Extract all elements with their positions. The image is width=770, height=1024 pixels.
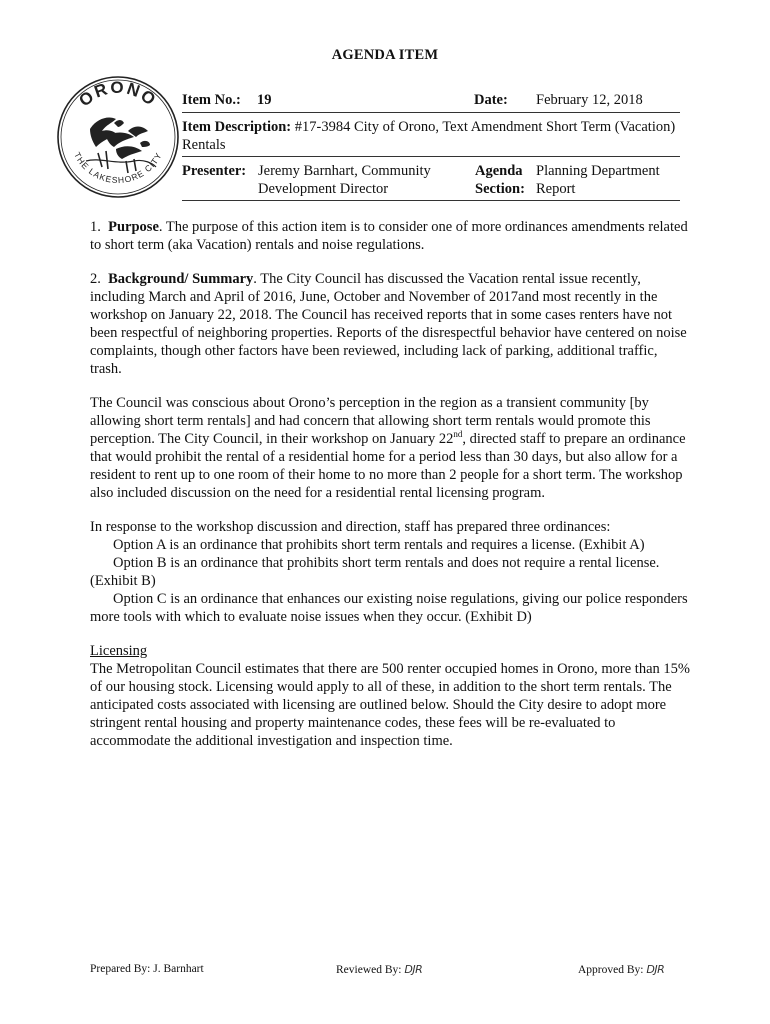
purpose-paragraph: [90, 218, 690, 254]
council-paragraph: [90, 394, 690, 502]
reviewed-by: [336, 963, 422, 976]
header-divider: [182, 112, 680, 113]
description-value: #17-3984 City of Orono, Text Amendment Short Term (Vacation) Rentals: [182, 119, 676, 153]
response-intro: In response to the workshop discussion and direction, staff has prepared three ordinances:: [90, 519, 611, 535]
background-number: 2.: [90, 271, 101, 287]
reviewed-label: Reviewed By:: [336, 964, 402, 976]
council-text-2: , directed staff to prepare an ordinance that would prohibit the rental of a residential home for a period less than 30 days, but also allow for a resident to rent up to one room of their home to no more than 2 people for a short term. The workshop also included discussion on the need for a residential rental licensing program.: [90, 431, 686, 501]
reviewed-initials: DJR: [404, 963, 423, 976]
options-paragraph: [90, 518, 690, 626]
city-seal: [56, 75, 181, 200]
header-divider: [182, 156, 680, 157]
item-no-label: Item No.:: [182, 92, 241, 108]
seal-city-name: ORONO: [75, 78, 161, 111]
header-presenter-row: [182, 162, 680, 200]
licensing-paragraph: [90, 642, 690, 750]
header-divider: [182, 200, 680, 201]
description-label: Item Description:: [182, 119, 292, 135]
header-item-date-row: [182, 91, 680, 111]
document-title: AGENDA ITEM: [331, 47, 439, 63]
approved-label: Approved By:: [578, 964, 644, 976]
background-text: . The City Council has discussed the Vacation rental issue recently, including March and April of 2016, June, October and November of 2017and most recently in the workshop on January 22, 2018. The Council has received reports that in some cases renters have not been respectful of neighboring properties. Reports of the disrespectful behavior have centered on noise complaints, though other factors have been reviewed, including lack of parking, additional traffic, trash.: [90, 271, 687, 377]
item-no-value: 19: [257, 92, 272, 108]
date-label: Date:: [474, 92, 508, 108]
agenda-section-label: Agenda Section:: [475, 163, 525, 197]
council-superscript: nd: [453, 429, 463, 440]
purpose-heading: Purpose: [108, 219, 159, 235]
date-value: February 12, 2018: [536, 92, 643, 108]
approved-by: [578, 963, 664, 976]
presenter-value: Jeremy Barnhart, Community Development Director: [258, 163, 431, 197]
agenda-section-value: Planning Department Report: [536, 163, 660, 197]
licensing-text: The Metropolitan Council estimates that there are 500 renter occupied homes in Orono, more than 15% of our housing stock. Licensing would apply to all of these, in addition to the short term rentals. The anticipated costs associated with licensing are outlined below. Should the City desire to adopt more stringent rental housing and property maintenance codes, these fees will be re-evaluated to accommodate the additional investigation and inspection time.: [90, 661, 690, 749]
option-a: Option A is an ordinance that prohibits short term rentals and requires a license. (Exhibit A): [113, 537, 645, 553]
prepared-by: Prepared By: J. Barnhart: [90, 963, 204, 975]
seal-tagline: THE LAKESHORE CITY: [72, 150, 164, 186]
option-b: Option B is an ordinance that prohibits short term rentals and does not require a rental license. (Exhibit B): [90, 555, 660, 589]
background-heading: Background/ Summary: [108, 271, 254, 287]
option-c: Option C is an ordinance that enhances our existing noise regulations, giving our police responders more tools with which to evaluate noise issues when they occur. (Exhibit D): [90, 591, 688, 625]
purpose-text: . The purpose of this action item is to consider one of more ordinances amendments related to short term (aka Vacation) rentals and noise regulations.: [90, 219, 688, 253]
svg-text:THE LAKESHORE CITY: [72, 151, 164, 186]
svg-text:ORONO: [75, 78, 160, 110]
licensing-heading: Licensing: [90, 643, 148, 659]
purpose-number: 1.: [90, 219, 101, 235]
background-paragraph: [90, 270, 690, 378]
council-text-1: The Council was conscious about Orono’s perception in the region as a transient community [by allowing short term rentals] and had concern that allowing short term rentals would promote this perception. The City Council, in their workshop on January 22: [90, 395, 651, 447]
header-description-row: [182, 118, 680, 154]
agenda-body: [90, 218, 690, 766]
presenter-label: Presenter:: [182, 163, 247, 179]
approved-initials: DJR: [646, 963, 665, 976]
